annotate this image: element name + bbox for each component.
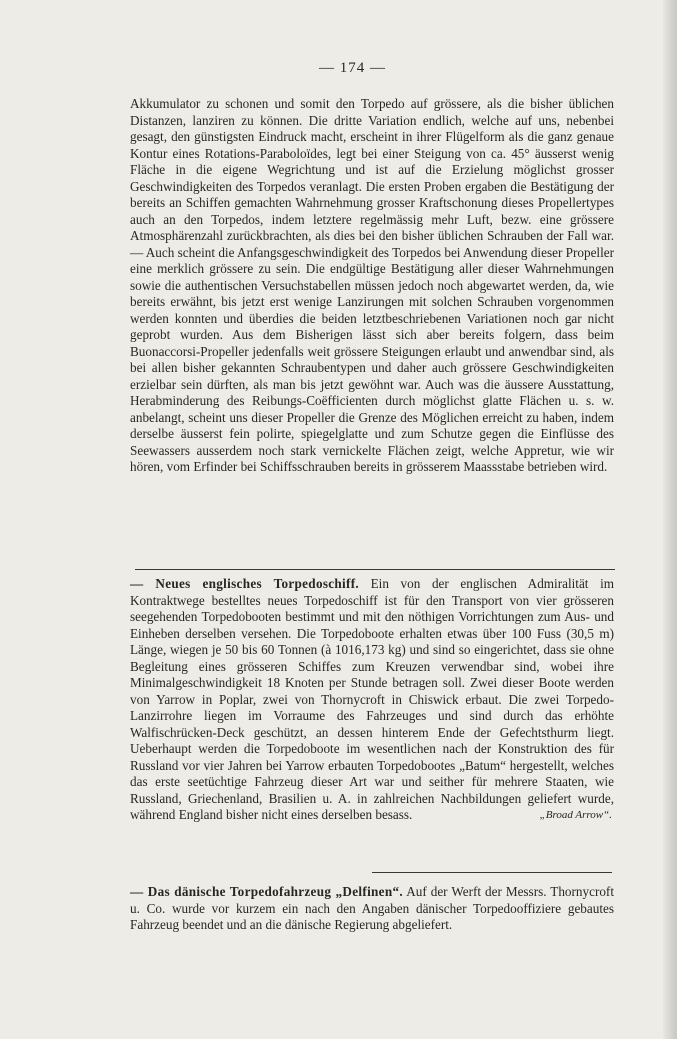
- paragraph-torpedoschiff: [130, 576, 614, 824]
- section-divider: [135, 569, 615, 570]
- paragraph-text: Ein von der englischen Admiralität im Kontraktwege bestelltes neues Torpedoschiff ist für den Transport von vier grösseren seegehenden Torpedobooten bestimmt und mit den nöthigen Vorrichtungen zum Aus- und Einheben derselben versehen. Die Torpedoboote erhalten etwas über 100 Fuss (30,5 m) Länge, wiegen je 50 bis 60 Tonnen (à 1016,173 kg) und sind so eingerichtet, dass sie ohne Begleitung eines grösseren Schiffes zum Kreuzen verwendbar sind, wobei ihre Minimalgeschwindigkeit 18 Knoten per Stunde betragen soll. Zwei dieser Boote werden von Yarrow in Poplar, zwei von Thornycroft in Chiswick erbaut. Die zwei Torpedo-Lanzirrohre liegen im Vorraume des Fahrzeuges und sind durch das erhöhte Walfischrücken-Deck geschützt, an dessen hinterem Ende der Gefechtsthurm liegt. Ueberhaupt werden die Torpedoboote im wesentlichen nach der Konstruktion des für Russland vor vier Jahren bei Yarrow erbauten Torpedobootes „Batum“ hergestellt, welches das erste seetüchtige Fahrzeug dieser Art war und seither für mehrere Staaten, wie Russland, Griechenland, Brasilien u. A. in zahlreichen Nachbildungen geliefert wurde, während England bisher nicht eines derselben besass.: [130, 576, 614, 822]
- page-edge: [663, 0, 677, 1039]
- page-number: — 174 —: [319, 60, 386, 76]
- source-citation: „Broad Arrow“.: [539, 809, 612, 821]
- paragraph-propeller: [130, 96, 614, 476]
- paragraph-delfinen: [130, 884, 614, 934]
- paragraph-body: [130, 576, 614, 824]
- paragraph-text: Akkumulator zu schonen und somit den Torpedo auf grössere, als die bisher üblichen Distanzen, lanziren zu können. Die dritte Variation endlich, welche auf uns, nebenbei gesagt, den günstigsten Eindruck macht, erscheint in ihrer Flügelform als die ganz genaue Kontur eines Rotations-Paraboloïdes, legt bei einer Steigung von ca. 45° äusserst wenig Fläche in die eigene Wegrichtung und ist auf die Erzielung möglichst grosser Geschwindigkeiten des Torpedos veranlagt. Die ersten Proben ergaben die Bestätigung der bereits an Schiffen gemachten Wahrnehmung grosser Kraftschonung dieses Propellertypes auch an den Torpedos, indem letztere regelmässig mehr Luft, bezw. eine grössere Atmosphärenzahl zurückbrachten, als dies bei den bisher üblichen Schrauben der Fall war. — Auch scheint die Anfangsgeschwindigkeit des Torpedos bei Anwendung dieser Propeller eine merklich grössere zu sein. Die endgültige Bestätigung aller dieser Wahrnehmungen sowie die authentischen Versuchstabellen müssen jedoch noch abgewartet werden, da, wie bereits erwähnt, bis jetzt erst wenige Lanzirungen mit solchen Schrauben vorgenommen werden konnten und überdies die beiden letztbeschriebenen Variationen noch gar nicht geprobt wurden. Aus dem Bisherigen lässt sich aber bereits folgern, dass beim Buonaccorsi-Propeller jedenfalls weit grössere Steigungen erlaubt und anwendbar sind, als bei allen bisher gekannten Schraubentypen und daher auch grössere Geschwindigkeiten erzielbar sein dürften, als man bis jetzt gewöhnt war. Auch was die äussere Ausstattung, Herabminderung des Reibungs-Coëfficienten durch möglichst glatte Flächen u. s. w. anbelangt, scheint uns dieser Propeller die Grenze des Möglichen erreicht zu haben, indem derselbe äusserst fein polirte, spiegelglatte und zum Schutze gegen die Einflüsse des Seewassers ausserdem noch stark vernickelte Flächen zeigt, welche Appretur, wie wir hören, vom Erfinder bei Schiffsschrauben bereits in grösserem Maassstabe betrieben wird.: [130, 96, 614, 474]
- section-heading-torpedoschiff: — Neues englisches Torpedoschiff.: [130, 576, 360, 591]
- paragraph-body: [130, 884, 614, 934]
- section-heading-delfinen: — Das dänische Torpedofahrzeug „Delfinen“.: [130, 884, 403, 899]
- section-divider-short: [372, 872, 612, 873]
- paragraph-text: Auf der Werft der Messrs. Thornycroft u. Co. wurde vor kurzem ein nach den Angaben dänischer Torpedooffiziere gebautes Fahrzeug beendet und an die dänische Regierung abgeliefert.: [130, 884, 614, 932]
